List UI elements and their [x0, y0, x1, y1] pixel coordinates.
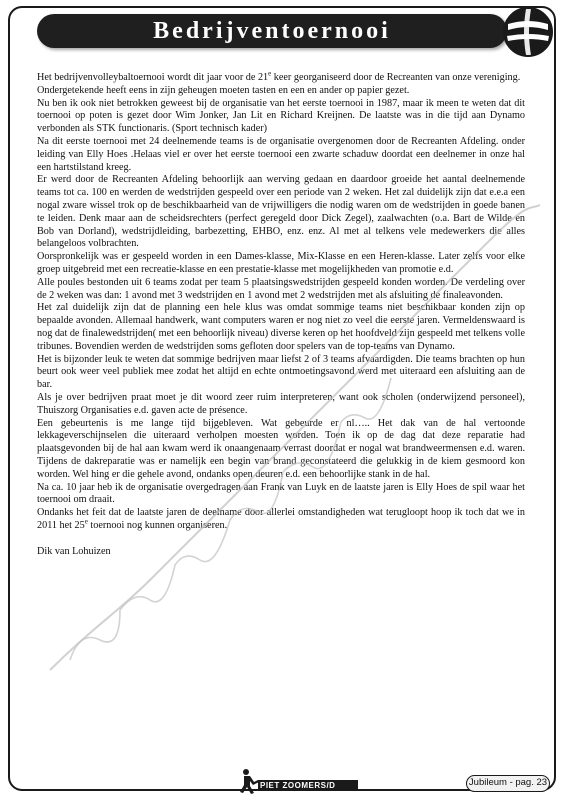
sponsor-logo-text: PIET ZOOMERS/D	[260, 781, 336, 790]
title-banner	[37, 14, 507, 48]
page-title: Bedrijventoernooi	[153, 18, 391, 44]
paragraph: Ondergetekende heeft eens in zijn geheugen moeten tasten en een en ander op papier gezet.	[37, 84, 410, 96]
author-signature: Dik van Lohuizen	[37, 545, 111, 557]
paragraph: Nu ben ik ook niet betrokken geweest bij de organisatie van het eerste toernooi in 1987, maar ik meen te weten dat dit toernooi op poten is gezet door Wim Jonker, Jan Lit en Richard Kreijnen. De laatste was in die tijd aan Dynamo verbonden als STK functionaris. (Sport technisch kader)	[37, 97, 525, 135]
paragraph: Het zal duidelijk zijn dat de planning een hele klus was omdat sommige teams niet beschikbaar konden zijn op bepaalde avonden. Allemaal handwerk, want computers waren er nog niet zo veel die eerste jaren. Vermeldenswaard is nog dat de finalewedstrijden( met een behoorlijk niveau) diverse keren op het hoofdveld zijn gespeeld met telkens volle tribunes. Bovendien werden de wedstrijden soms gefloten door spelers van de top-teams van Dynamo.	[37, 302, 525, 352]
article-body	[37, 69, 525, 558]
paragraph: Het bedrijvenvolleybaltoernooi wordt dit jaar voor de 21e keer georganiseerd door de Recreanten van onze vereniging.	[37, 69, 521, 83]
paragraph: Oorspronkelijk was er gespeeld worden in een Dames-klasse, Mix-Klasse en een Heren-klasse. Later zelfs voor elke groep uitgebreid met een recreatie-klasse en een prestatie-klasse met mogelijkheden van promotie e.d.	[37, 251, 525, 275]
paragraph: Het is bijzonder leuk te weten dat sommige bedrijven maar liefst 2 of 3 teams afvaardigden. Die teams brachten op hun beurt ook weer veel publiek mee zodat het altijd en echte ontmoetingsavond werd met uiteraard een afsluiting aan de bar.	[37, 353, 525, 391]
paragraph: Na ca. 10 jaar heb ik de organisatie overgedragen aan Frank van Luyk en de laatste jaren is Elly Hoes de spil waar het toernooi om draait.	[37, 481, 525, 506]
paragraph: Er werd door de Recreanten Afdeling behoorlijk aan werving gedaan en daardoor groeide het aantal deelnemende teams tot ca. 100 en werden de wedstrijden gespeeld over een periode van 2 weken. Het zal duidelijk zijn dat e.e.a een nogal zware wissel trok op de beschikbaarheid van de vrijwilligers die nodig waren om de wedstrijden in goede banen te leiden. Denk maar aan de scheidsrechters (perfect geregeld door Dick Zegel), zaalwachten (o.a. Bart de Wilde en Bob van Dorland), wedstrijdleiding, barbezetting, EHBO, enz. enz. Al met al telkens vele medewerkers die alles belangeloos volbrachten.	[37, 174, 525, 250]
paragraph: Als je over bedrijven praat moet je dit woord zeer ruim interpreteren, want ook scholen (onderwijzend personeel), Thuiszorg Organisaties e.d. gaven acte de présence.	[37, 391, 525, 416]
page-number-tag: Jubileum - pag. 23	[466, 775, 550, 792]
paragraph: Alle poules bestonden uit 6 teams zodat per team 5 plaatsingswedstrijden gespeeld konden worden. De verdeling over de 2 weken was dan: 1 avond met 3 wedstrijden en 1 avond met 2 wedstrijden met als afsluiting de finaleavonden.	[37, 276, 525, 301]
player-figure-icon	[238, 768, 260, 794]
paragraph: Een gebeurtenis is me lange tijd bijgebleven. Wat gebeurde er nl….. Het dak van de hal vertoonde lekkageverschijnselen die uiteraard verholpen moesten worden. Toen ik op de dag dat deze reparatie had plaatsgevonden bij de hal aan kwam werd ik onaangenaam verrast doordat er nogal wat brandweermensen e.d. waren. Tijdens de dakreparatie was er namelijk een begin van brand geconstateerd die gelukkig in de kiem gesmoord kon worden. Wel hing er die gehele avond, ondanks open deuren e.d. een behoorlijke stank in de hal.	[37, 417, 525, 480]
paragraph: Na dit eerste toernooi met 24 deelnemende teams is de organisatie overgenomen door de Recreanten Afdeling. onder leiding van Elly Hoes .Helaas viel er over het eerste toernooi een zwarte schaduw doordat een deelnemer in onze hal een hartstilstand kreeg.	[37, 135, 525, 173]
sponsor-logo	[236, 768, 360, 794]
volleyball-icon	[502, 6, 554, 58]
paragraph: Ondanks het feit dat de laatste jaren de deelname door allerlei omstandigheden wat terugloopt hoop ik toch dat we in 2011 het 25e toernooi nog kunnen organiseren.	[37, 507, 525, 531]
